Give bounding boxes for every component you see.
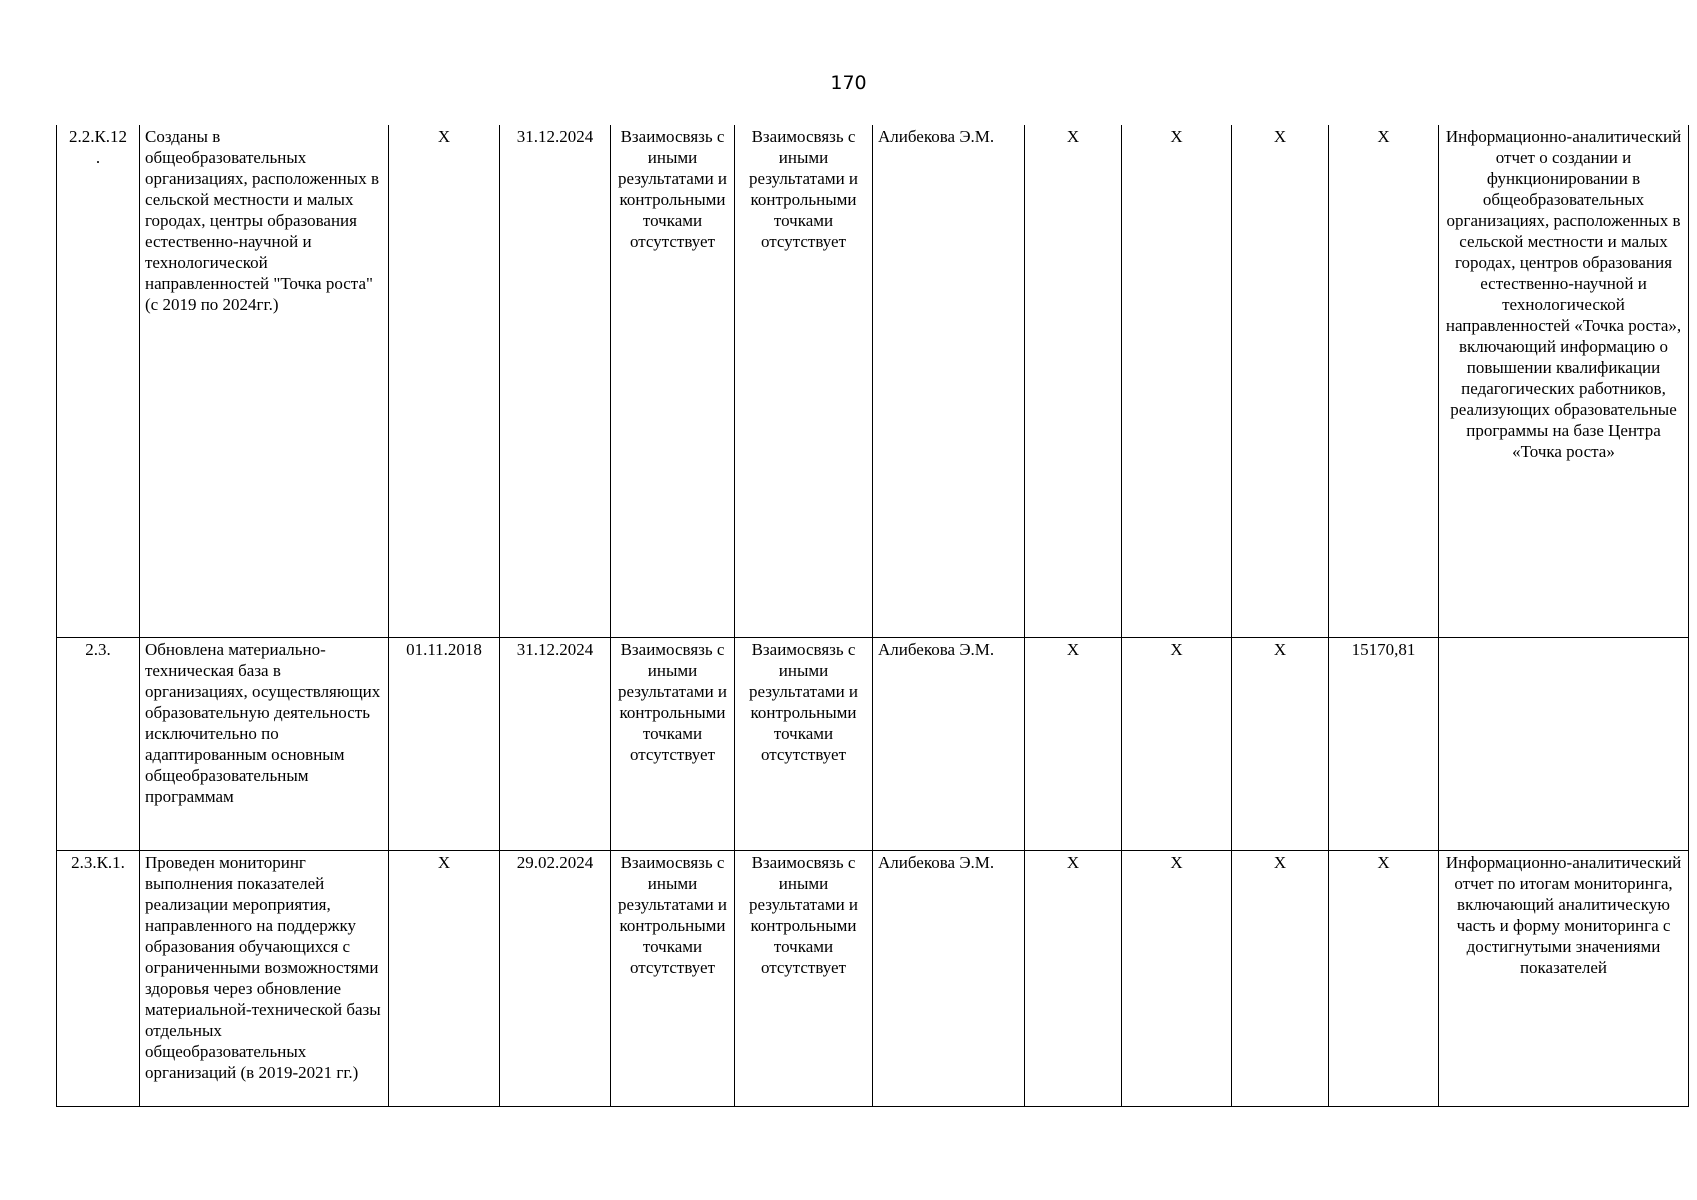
row-document <box>1439 638 1689 851</box>
row-value-4: X <box>1329 125 1439 638</box>
row-link-next: Взаимосвязь с иными результатами и контрольными точками отсутствует <box>735 125 873 638</box>
row-link-previous: Взаимосвязь с иными результатами и контрольными точками отсутствует <box>611 125 735 638</box>
row-document: Информационно-аналитический отчет о создании и функционировании в общеобразовательных организациях, расположенных в сельской местности и малых городах, центров образования естественно-научной и технологической направленностей «Точка роста», включающий информацию о повышении квалификации педагогических работников, реализующих образовательные программы на базе Центра «Точка роста» <box>1439 125 1689 638</box>
row-end-date: 31.12.2024 <box>500 638 611 851</box>
row-link-next: Взаимосвязь с иными результатами и контрольными точками отсутствует <box>735 638 873 851</box>
row-link-previous: Взаимосвязь с иными результатами и контрольными точками отсутствует <box>611 638 735 851</box>
row-value-2: X <box>1122 638 1232 851</box>
row-value-3: X <box>1232 851 1329 1107</box>
row-start-date: X <box>389 851 500 1107</box>
row-value-3: X <box>1232 125 1329 638</box>
row-responsible: Алибекова Э.М. <box>873 125 1025 638</box>
row-document: Информационно-аналитический отчет по итогам мониторинга, включающий аналитическую часть и форму мониторинга с достигнутыми значениями показателей <box>1439 851 1689 1107</box>
row-link-previous: Взаимосвязь с иными результатами и контрольными точками отсутствует <box>611 851 735 1107</box>
row-value-3: X <box>1232 638 1329 851</box>
row-start-date: X <box>389 125 500 638</box>
row-value-2: X <box>1122 851 1232 1107</box>
plan-table <box>56 125 1689 1107</box>
table-row <box>57 125 1689 638</box>
row-result-name: Проведен мониторинг выполнения показателей реализации мероприятия, направленного на поддержку образования обучающихся с ограниченными возможностями здоровья через обновление материальной-технической базы отдельных общеобразовательных организаций (в 2019-2021 гг.) <box>140 851 389 1107</box>
row-id: 2.2.К.12 . <box>57 125 140 638</box>
row-link-next: Взаимосвязь с иными результатами и контрольными точками отсутствует <box>735 851 873 1107</box>
table-row <box>57 851 1689 1107</box>
row-value-4: 15170,81 <box>1329 638 1439 851</box>
row-value-1: X <box>1025 851 1122 1107</box>
row-value-1: X <box>1025 638 1122 851</box>
row-end-date: 29.02.2024 <box>500 851 611 1107</box>
row-value-4: X <box>1329 851 1439 1107</box>
row-value-1: X <box>1025 125 1122 638</box>
row-result-name: Созданы в общеобразовательных организациях, расположенных в сельской местности и малых городах, центры образования естественно-научной и технологической направленностей "Точка роста" (с 2019 по 2024гг.) <box>140 125 389 638</box>
row-id: 2.3.К.1. <box>57 851 140 1107</box>
row-value-2: X <box>1122 125 1232 638</box>
page-number: 170 <box>830 72 867 94</box>
row-start-date: 01.11.2018 <box>389 638 500 851</box>
table-row <box>57 638 1689 851</box>
row-responsible: Алибекова Э.М. <box>873 851 1025 1107</box>
row-result-name: Обновлена материально-техническая база в организациях, осуществляющих образовательную деятельность исключительно по адаптированным основным общеобразовательным программам <box>140 638 389 851</box>
row-id: 2.3. <box>57 638 140 851</box>
row-responsible: Алибекова Э.М. <box>873 638 1025 851</box>
row-end-date: 31.12.2024 <box>500 125 611 638</box>
